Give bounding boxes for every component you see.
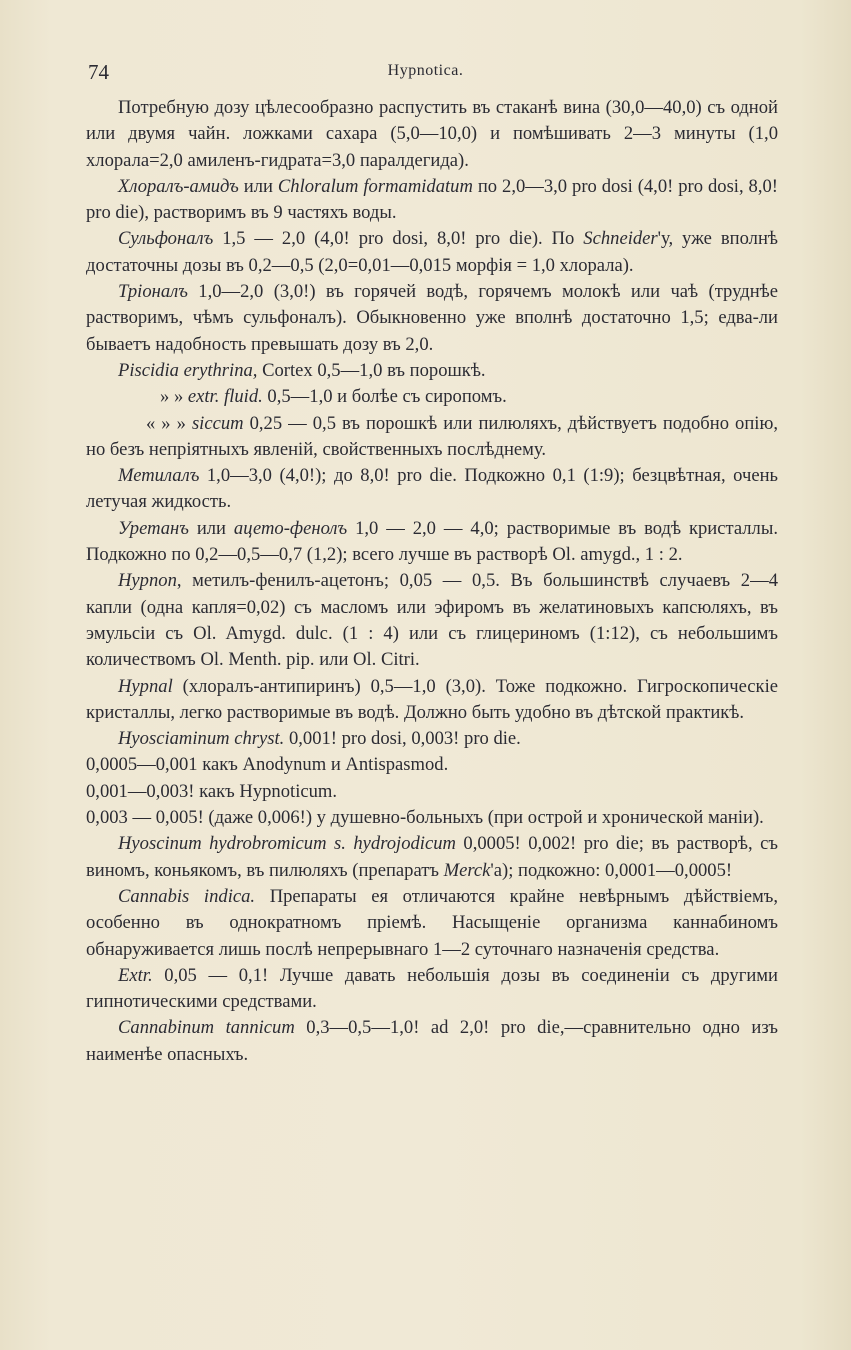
paragraph-text: 0,001! pro dosi, 0,003! pro die. bbox=[284, 728, 521, 750]
italic-term: Merck bbox=[443, 859, 491, 881]
paragraph-p11 bbox=[86, 674, 778, 727]
italic-term: siccum bbox=[191, 412, 244, 434]
italic-term: Hypnon bbox=[118, 570, 177, 592]
paragraph-p8 bbox=[86, 463, 778, 516]
italic-term: Schneider bbox=[583, 228, 658, 250]
paragraph-text: , метилъ-фенилъ-ацетонъ; 0,05 — 0,5. Въ большинствѣ случаевъ 2—4 капли (одна капля=0,02) съ масломъ или эфиромъ въ желатиновыхъ капсюляхъ, въ эмульсіи съ Ol. Amygd. dulc. (1 : 4) или съ глицериномъ (1:12), съ небольшимъ количествомъ Ol. Menth. pip. или Ol. Citri. bbox=[86, 570, 778, 671]
paragraph-p13 bbox=[86, 752, 778, 778]
paragraph-text: 'а); подкожно: 0,0001—0,0005! bbox=[490, 859, 733, 881]
paragraph-text: Cortex 0,5—1,0 въ порошкѣ. bbox=[257, 359, 486, 381]
italic-term: Hyosciaminum chryst. bbox=[118, 728, 285, 750]
paragraph-text: 0,05 — 0,1! Лучше давать небольшія дозы въ соединеніи съ другими гипнотическими средствами. bbox=[86, 964, 778, 1013]
running-title: Hypnotica. bbox=[387, 62, 464, 79]
page-header bbox=[86, 58, 765, 88]
italic-term: Cannabis indica. bbox=[118, 885, 256, 907]
paragraph-text: « » » bbox=[146, 412, 192, 434]
paragraph-p3 bbox=[86, 226, 778, 279]
italic-term: Тріоналъ bbox=[118, 281, 188, 303]
paragraph-p12 bbox=[86, 726, 778, 752]
italic-term: Уретанъ bbox=[118, 517, 189, 539]
italic-term: extr. fluid. bbox=[187, 386, 263, 408]
paragraph-text: Препараты ея отличаются крайне невѣрнымъ дѣйствіемъ, особенно въ однократномъ пріемѣ. Насыщеніе организма каннабиномъ обнаруживается лишь послѣ непрерывнаго 1—2 суточнаго назначенія средства. bbox=[86, 885, 778, 960]
paragraph-text: 1,0 — 2,0 — 4,0; растворимые въ водѣ кристаллы. Подкожно по 0,2—0,5—0,7 (1,2); всего лучше въ растворѣ Ol. amygd., 1 : 2. bbox=[86, 517, 778, 566]
paragraph-p1 bbox=[86, 95, 778, 174]
paragraph-text: 0,003 — 0,005! (даже 0,006!) у душевно-больныхъ (при острой и хронической маніи). bbox=[86, 807, 764, 829]
paragraph-p17 bbox=[86, 884, 778, 963]
italic-term: Chloralum formamidatum bbox=[277, 175, 473, 197]
paragraph-text: или bbox=[188, 517, 234, 539]
paragraph-text: 0,3—0,5—1,0! ad 2,0! pro die,—сравнительно одно изъ наименѣе опасныхъ. bbox=[86, 1017, 778, 1065]
paragraph-text: или bbox=[238, 175, 278, 197]
italic-term: Extr. bbox=[118, 964, 153, 986]
paragraph-text: 0,25 — 0,5 въ порошкѣ или пилюляхъ, дѣйствуетъ подобно опію, но безъ непріятныхъ явленій, свойственныхъ послѣднему. bbox=[86, 412, 778, 460]
paragraph-p10 bbox=[86, 568, 778, 673]
paragraph-p6 bbox=[86, 384, 778, 410]
italic-term: Сульфоналъ bbox=[118, 228, 214, 250]
italic-term: Cannabinum tannicum bbox=[118, 1017, 295, 1039]
paragraph-text: 1,0—3,0 (4,0!); до 8,0! pro die. Подкожно 0,1 (1:9); безцвѣтная, очень летучая жидкость. bbox=[86, 465, 778, 513]
paragraph-text: 1,5 — 2,0 (4,0! pro dosi, 8,0! pro die). По bbox=[213, 228, 584, 250]
paragraph-p14 bbox=[86, 779, 778, 805]
italic-term: Hyoscinum hydrobromicum s. hydrojodicum bbox=[118, 833, 456, 855]
italic-term: ацето-фенолъ bbox=[233, 517, 348, 539]
paragraph-p4 bbox=[86, 279, 778, 358]
italic-term: Hypnal bbox=[118, 675, 173, 697]
paragraph-p18 bbox=[86, 963, 778, 1016]
paragraph-text: 0,5—1,0 и болѣе съ сиропомъ. bbox=[262, 386, 507, 408]
paragraph-p9 bbox=[86, 516, 778, 569]
paragraph-p7 bbox=[86, 411, 778, 464]
paragraph-text: 0,001—0,003! какъ Hypnoticum. bbox=[86, 780, 338, 802]
paragraph-p19 bbox=[86, 1015, 778, 1068]
paragraph-p16 bbox=[86, 831, 778, 884]
paragraph-p15 bbox=[86, 805, 778, 831]
page-number: 74 bbox=[88, 60, 109, 84]
paragraph-text: 0,0005—0,001 какъ Anodynum и Antispasmod. bbox=[86, 754, 449, 776]
italic-term: Piscidia erythrina, bbox=[118, 359, 258, 381]
paragraph-p5 bbox=[86, 358, 778, 384]
paragraph-p2 bbox=[86, 174, 778, 227]
paragraph-text: 1,0—2,0 (3,0!) въ горячей водѣ, горячемъ молокѣ или чаѣ (труднѣе растворимъ, чѣмъ сульфоналъ). Обыкновенно уже вполнѣ достаточно 1,5; едва-ли бываетъ надобность превышать дозу въ 2,0. bbox=[86, 281, 778, 355]
paragraph-text: по 2,0—3,0 pro dosi (4,0! pro dosi, 8,0! pro die), растворимъ въ 9 частяхъ воды. bbox=[86, 175, 778, 224]
paragraph-text: Потребную дозу цѣлесообразно распустить въ стаканѣ вина (30,0—40,0) съ одной или двумя чайн. ложками сахара (5,0—10,0) и помѣшивать 2—3 минуты (1,0 хлорала=2,0 амиленъ-гидрата=3,0 паралдегида). bbox=[86, 97, 778, 171]
paragraph-text: (хлоралъ-антипиринъ) 0,5—1,0 (3,0). Тоже подкожно. Гигроскопическіе кристаллы, легко растворимые въ водѣ. Должно быть удобно въ дѣтской практикѣ. bbox=[86, 675, 778, 723]
italic-term: Хлоралъ-амидъ bbox=[118, 175, 239, 197]
page-body-text bbox=[86, 95, 778, 1068]
paragraph-text: 0,0005! 0,002! pro die; въ растворѣ, съ виномъ, коньякомъ, въ пилюляхъ (препаратъ bbox=[86, 833, 778, 881]
italic-term: Метилалъ bbox=[118, 465, 200, 487]
paragraph-text: 'у, уже вполнѣ достаточны дозы въ 0,2—0,5 (2,0=0,01—0,015 морфія = 1,0 хлорала). bbox=[86, 228, 778, 276]
paragraph-text: » » bbox=[160, 386, 188, 408]
